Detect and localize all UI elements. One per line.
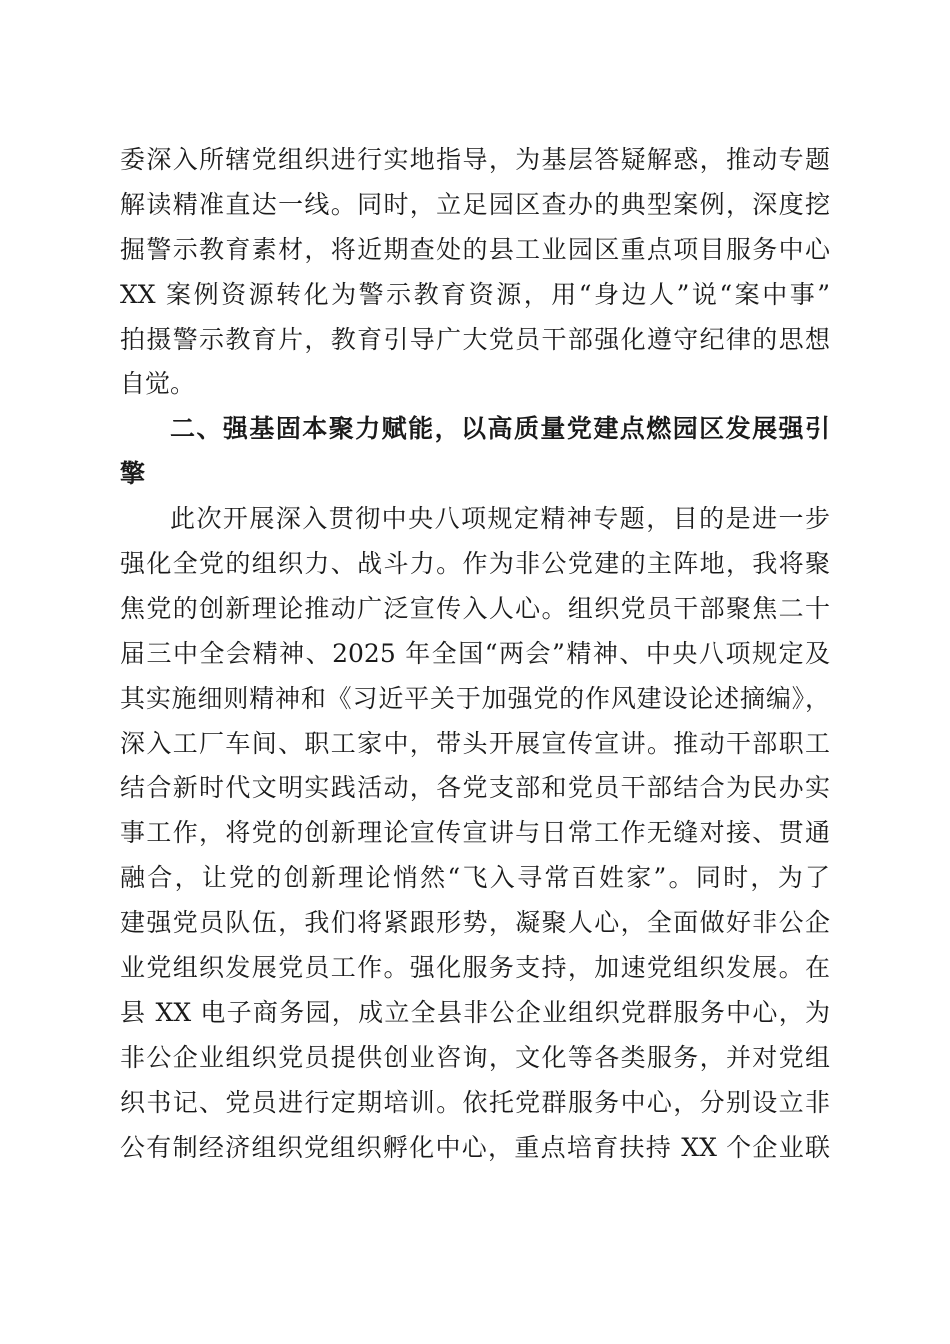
- paragraph-line: 解读精准直达一线。同时，立足园区查办的典型案例，深度挖: [120, 189, 830, 219]
- paragraph-line: 事工作，将党的创新理论宣传宣讲与日常工作无缝对接、贯通: [120, 818, 830, 848]
- paragraph-line: 拍摄警示教育片，教育引导广大党员干部强化遵守纪律的思想: [120, 324, 830, 354]
- document-body: [120, 138, 830, 1170]
- heading-line: 擎: [120, 459, 146, 489]
- paragraph-line: 深入工厂车间、职工家中，带头开展宣传宣讲。推动干部职工: [120, 728, 830, 758]
- paragraph-line: 强化全党的组织力、战斗力。作为非公党建的主阵地，我将聚: [120, 549, 830, 579]
- paragraph-2: [120, 497, 830, 1170]
- paragraph-line: 建强党员队伍，我们将紧跟形势，凝聚人心，全面做好非公企: [120, 908, 830, 938]
- heading-line: 二、强基固本聚力赋能，以高质量党建点燃园区发展强引: [170, 414, 830, 444]
- paragraph-line: 其实施细则精神和《习近平关于加强党的作风建设论述摘编》，: [120, 683, 830, 713]
- paragraph-line: 业党组织发展党员工作。强化服务支持，加速党组织发展。在: [120, 953, 830, 983]
- paragraph-1: [120, 138, 830, 407]
- paragraph-line: 公有制经济组织党组织孵化中心，重点培育扶持 XX 个企业联: [120, 1132, 830, 1162]
- paragraph-line: 自觉。: [120, 369, 196, 399]
- paragraph-line: 结合新时代文明实践活动，各党支部和党员干部结合为民办实: [120, 773, 830, 803]
- paragraph-line: 届三中全会精神、2025 年全国“两会”精神、中央八项规定及: [120, 638, 830, 668]
- paragraph-line: 掘警示教育素材，将近期查处的县工业园区重点项目服务中心: [120, 234, 830, 264]
- paragraph-line: 此次开展深入贯彻中央八项规定精神专题，目的是进一步: [170, 504, 830, 534]
- paragraph-line: 焦党的创新理论推动广泛宣传入人心。组织党员干部聚焦二十: [120, 593, 830, 623]
- paragraph-line: 非公企业组织党员提供创业咨询，文化等各类服务，并对党组: [120, 1042, 830, 1072]
- paragraph-line: 委深入所辖党组织进行实地指导，为基层答疑解惑，推动专题: [120, 145, 830, 174]
- paragraph-line: 融合，让党的创新理论悄然“飞入寻常百姓家”。同时，为了: [120, 863, 830, 893]
- section-heading: [120, 407, 830, 497]
- paragraph-line: 织书记、党员进行定期培训。依托党群服务中心，分别设立非: [120, 1087, 830, 1117]
- paragraph-line: 县 XX 电子商务园，成立全县非公企业组织党群服务中心，为: [120, 997, 830, 1027]
- paragraph-line: XX 案例资源转化为警示教育资源，用“身边人”说“案中事”: [120, 279, 830, 309]
